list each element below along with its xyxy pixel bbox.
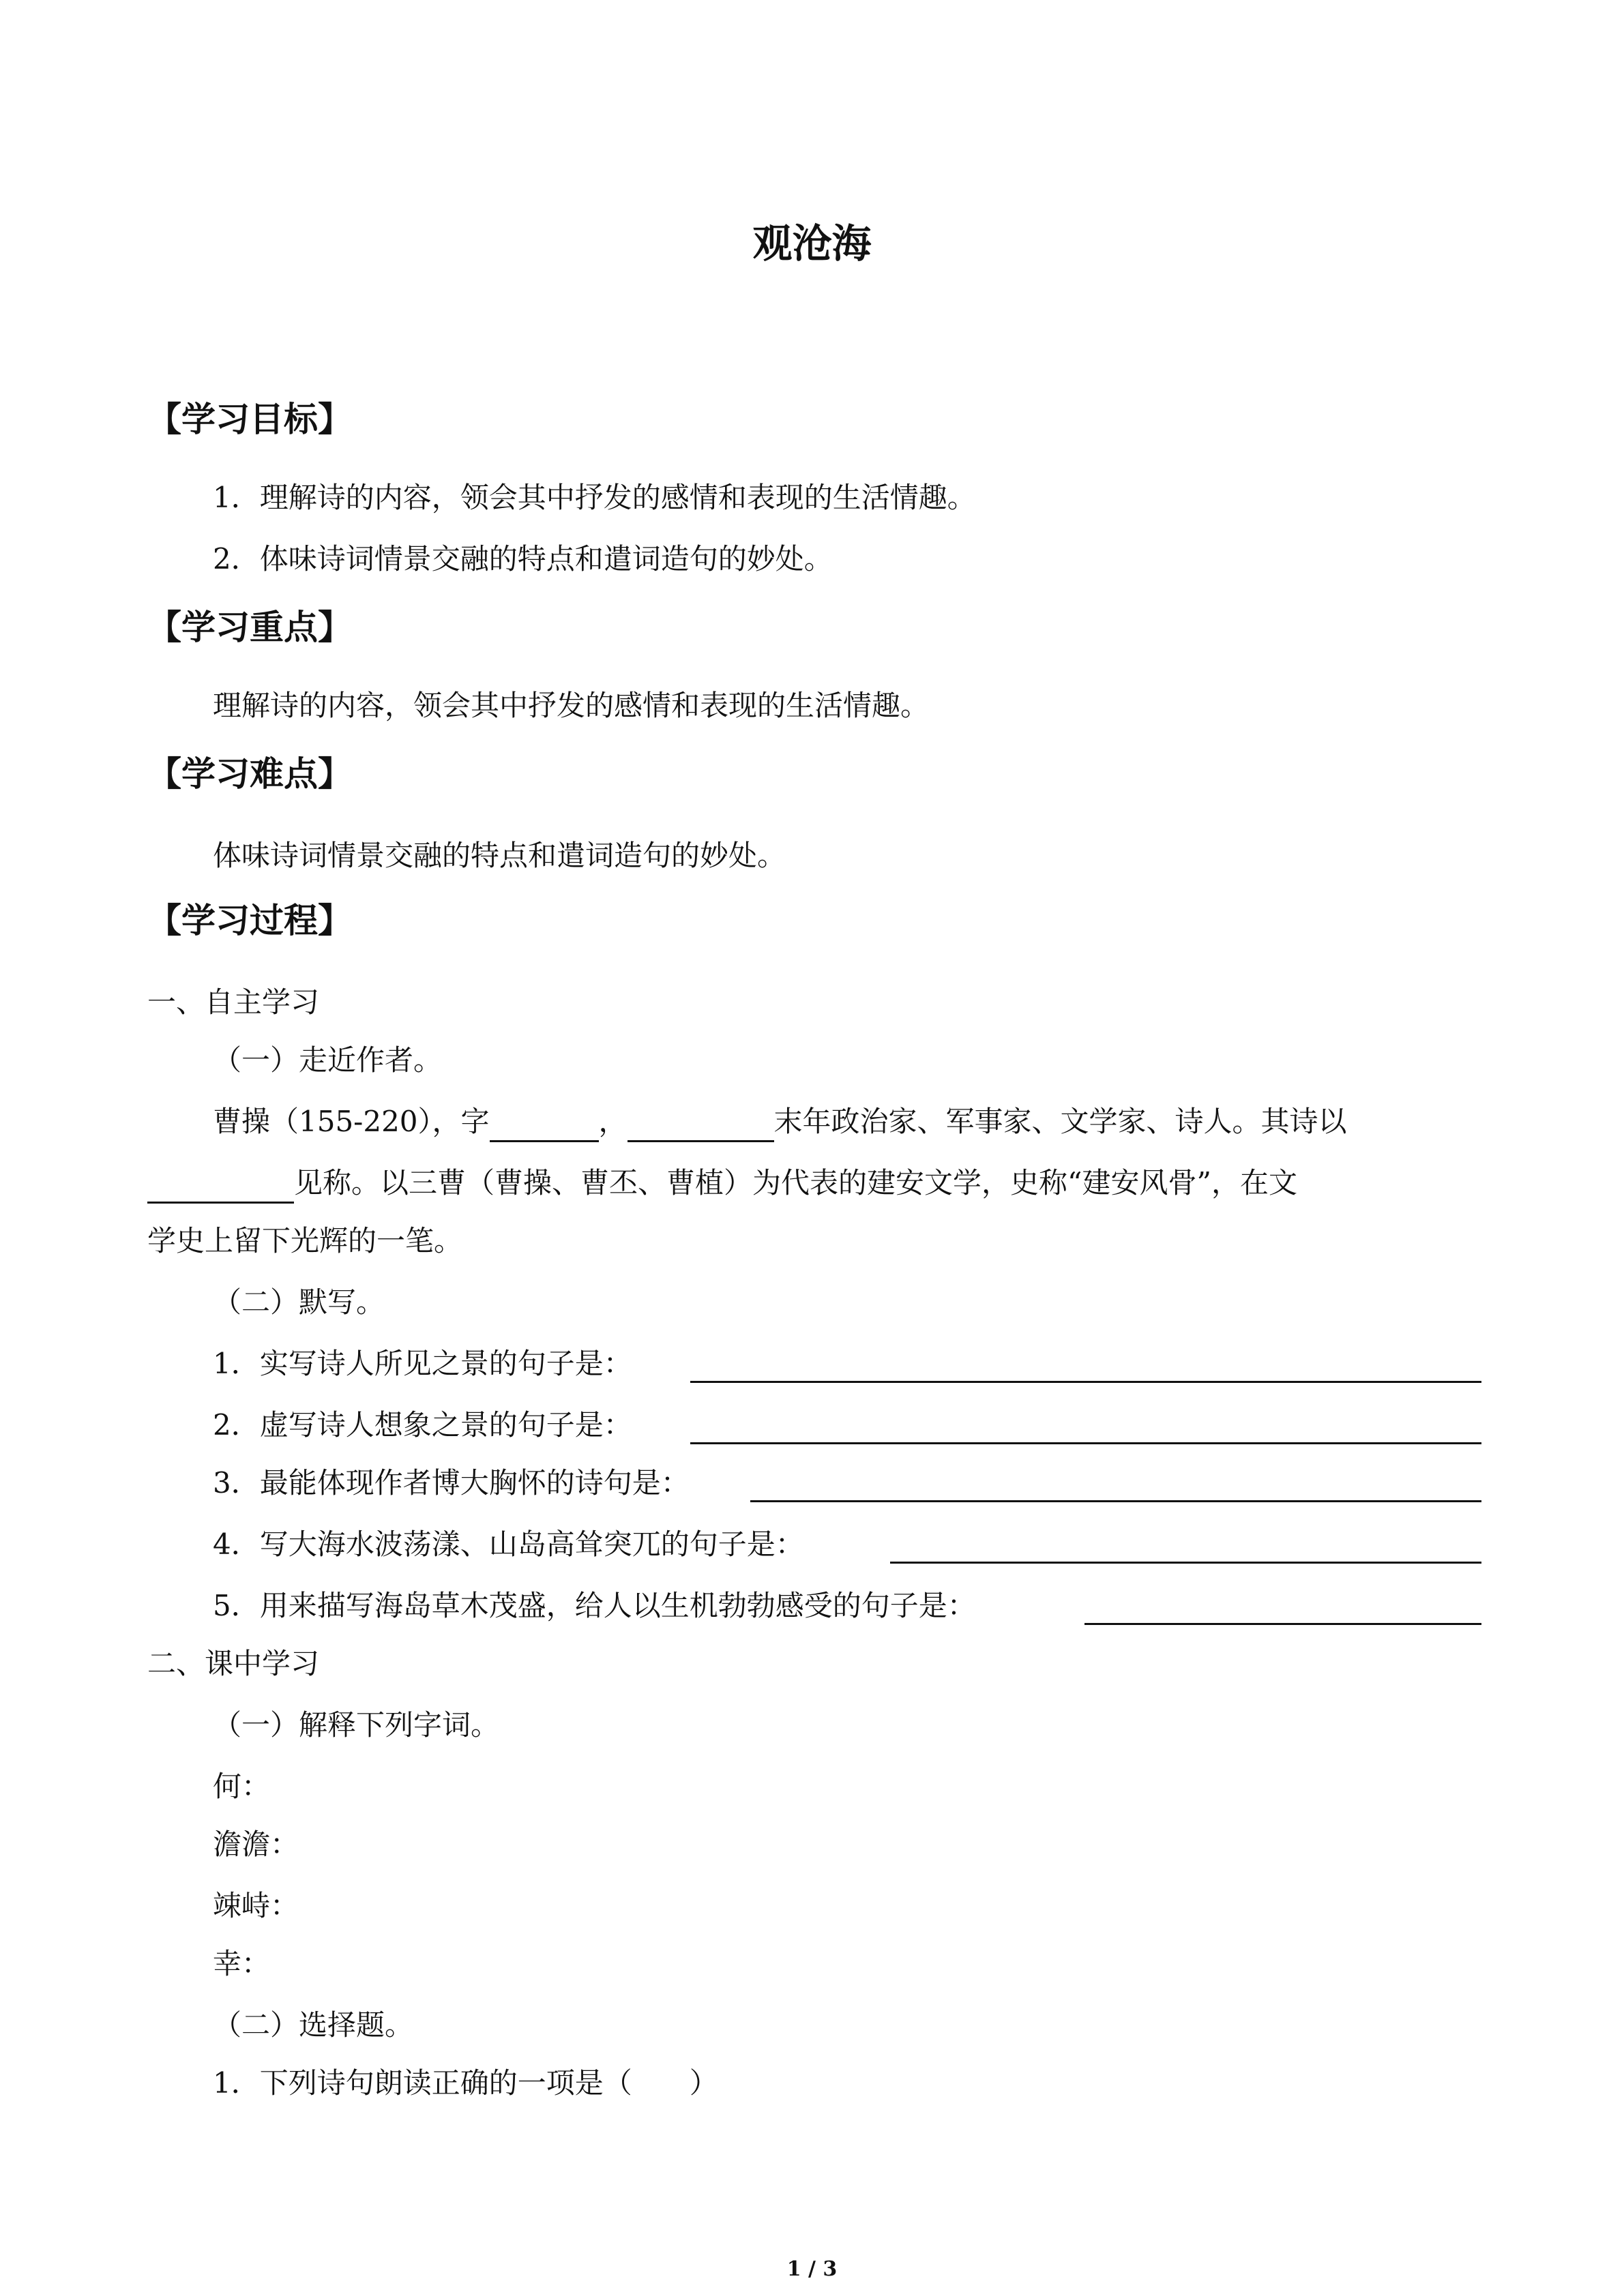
- answer-line-3[interactable]: [750, 1500, 1481, 1502]
- question-1: 1．下列诗句朗读正确的一项是（ ）: [213, 2066, 718, 2100]
- page-title: 观沧海: [752, 220, 872, 267]
- goal-item-2: 2．体味诗词情景交融的特点和遣词造句的妙处。: [213, 542, 833, 576]
- recite-4: 4．写大海水波荡漾、山岛高耸突兀的句子是：: [213, 1527, 804, 1561]
- recite-3: 3．最能体现作者博大胸怀的诗句是：: [213, 1466, 690, 1500]
- recite-1: 1．实写诗人所见之景的句子是：: [213, 1347, 632, 1380]
- author-text-c: 末年政治家、军事家、文学家、诗人。其诗以: [773, 1105, 1347, 1138]
- heading-process: 【学习过程】: [147, 901, 352, 940]
- word-4: 幸：: [213, 1947, 271, 1980]
- focus-text: 理解诗的内容，领会其中抒发的感情和表现的生活情趣。: [213, 689, 930, 722]
- author-line-2: [147, 1163, 1297, 1204]
- heading-goals: 【学习目标】: [147, 400, 352, 439]
- author-line-1: [213, 1101, 1347, 1142]
- recite-2: 2．虚写诗人想象之景的句子是：: [213, 1408, 632, 1442]
- author-text-b: ，: [598, 1105, 628, 1138]
- author-text-d: 见称。以三曹（曹操、曹丕、曹植）为代表的建安文学，史称“建安风骨”，在文: [294, 1166, 1297, 1199]
- blank-dynasty[interactable]: [628, 1109, 774, 1142]
- word-1: 何：: [213, 1770, 271, 1803]
- answer-line-4[interactable]: [890, 1562, 1481, 1564]
- blank-courtesy-name[interactable]: [490, 1109, 599, 1142]
- part2-sub1: （一）解释下列字词。: [213, 1708, 500, 1742]
- answer-line-2[interactable]: [690, 1442, 1481, 1444]
- part1-sub2: （二）默写。: [213, 1285, 385, 1319]
- recite-5: 5．用来描写海岛草木茂盛，给人以生机勃勃感受的句子是：: [213, 1589, 976, 1622]
- answer-line-5[interactable]: [1084, 1623, 1481, 1625]
- part1-label: 一、自主学习: [147, 985, 320, 1019]
- heading-difficulty: 【学习难点】: [147, 754, 352, 794]
- difficulty-text: 体味诗词情景交融的特点和遣词造句的妙处。: [213, 839, 786, 872]
- part1-sub1: （一）走近作者。: [213, 1043, 443, 1077]
- word-2: 澹澹：: [213, 1828, 299, 1861]
- answer-line-1[interactable]: [690, 1381, 1481, 1383]
- part2-sub2: （二）选择题。: [213, 2008, 414, 2042]
- author-line-3: 学史上留下光辉的一笔。: [147, 1224, 463, 1257]
- goal-item-1: 1．理解诗的内容，领会其中抒发的感情和表现的生活情趣。: [213, 481, 976, 514]
- page-number: 1 / 3: [786, 2257, 838, 2281]
- author-text-a: 曹操（155-220），字: [213, 1105, 490, 1138]
- blank-poem-style[interactable]: [147, 1170, 294, 1204]
- heading-focus: 【学习重点】: [147, 608, 352, 647]
- part2-label: 二、课中学习: [147, 1647, 320, 1680]
- word-3: 竦峙：: [213, 1889, 299, 1922]
